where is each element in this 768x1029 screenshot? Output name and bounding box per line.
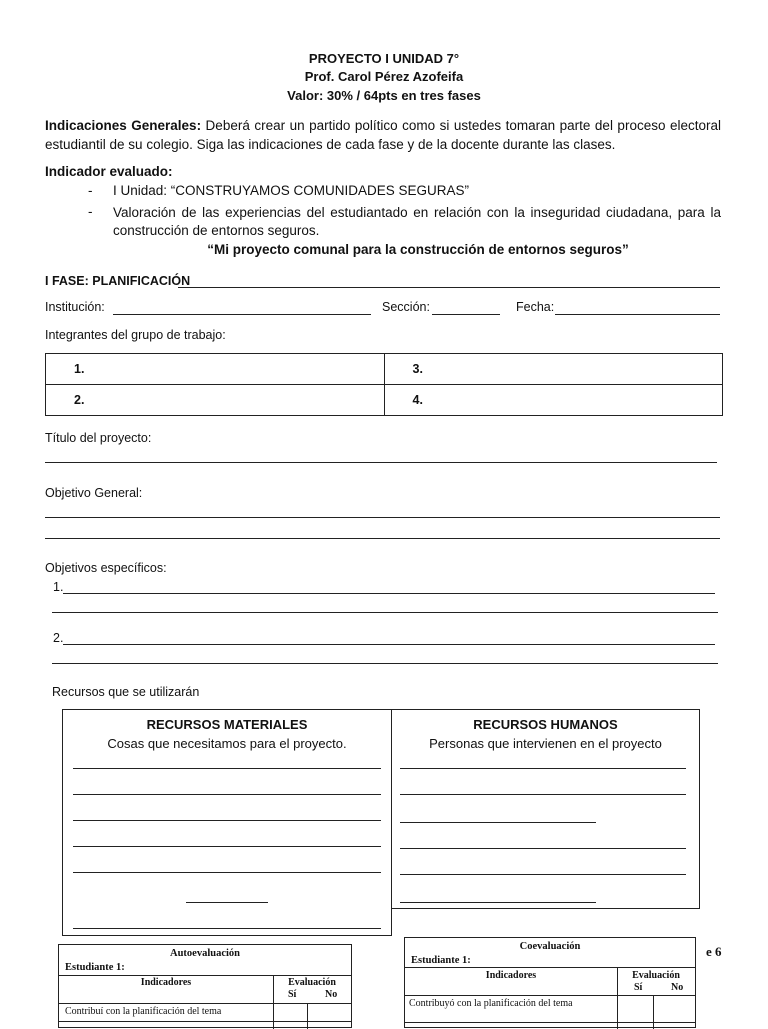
phase-title: I FASE: PLANIFICACIÓN — [45, 274, 191, 288]
indicator-label: Indicador evaluado: — [45, 164, 173, 179]
materials-line[interactable] — [73, 768, 381, 769]
co-evaluation-yes: Sí — [634, 982, 643, 993]
objective-1-label: 1. — [53, 580, 64, 594]
member-cell-4[interactable]: 4. — [384, 385, 723, 416]
table-rule — [59, 1021, 351, 1022]
institution-label: Institución: — [45, 300, 105, 314]
self-evaluation-indicators-header: Indicadores — [140, 977, 192, 988]
table-rule — [405, 967, 695, 968]
general-objective-line-1[interactable] — [45, 517, 720, 518]
institution-field[interactable] — [113, 314, 371, 315]
table-rule — [405, 995, 695, 996]
co-evaluation-title: Coevaluación — [519, 941, 581, 952]
specific-objectives-label: Objetivos específicos: — [45, 561, 167, 575]
resources-label: Recursos que se utilizarán — [52, 685, 200, 699]
human-resources-line[interactable] — [400, 848, 686, 849]
materials-box — [62, 709, 392, 936]
materials-line[interactable] — [186, 902, 268, 903]
materials-title: RECURSOS MATERIALES — [146, 717, 308, 732]
human-resources-line[interactable] — [400, 822, 596, 823]
table-rule — [617, 967, 618, 1029]
co-evaluation-yes-checkbox[interactable] — [625, 1000, 637, 1012]
self-evaluation-student: Estudiante 1: — [65, 962, 125, 973]
member-cell-2[interactable]: 2. — [46, 385, 385, 416]
co-evaluation-student: Estudiante 1: — [411, 955, 471, 966]
self-evaluation-no: No — [325, 989, 338, 1000]
members-table — [45, 353, 723, 416]
project-title-label: Título del proyecto: — [45, 431, 152, 445]
co-evaluation-row-1: Contribuyó con la planificación del tema — [409, 998, 573, 1009]
human-resources-line[interactable] — [400, 794, 686, 795]
section-field[interactable] — [432, 314, 500, 315]
self-evaluation-title: Autoevaluación — [169, 948, 240, 959]
project-value: Valor: 30% / 64pts en tres fases — [287, 88, 481, 103]
self-evaluation-yes: Sí — [288, 989, 297, 1000]
self-evaluation-yes-checkbox[interactable] — [278, 1007, 290, 1019]
materials-subtitle: Cosas que necesitamos para el proyecto. — [107, 736, 347, 751]
objective-2-label: 2. — [53, 631, 64, 645]
materials-line[interactable] — [73, 872, 381, 873]
project-quote: “Mi proyecto comunal para la construcción de entornos seguros” — [207, 242, 629, 257]
date-label: Fecha: — [516, 300, 555, 314]
project-title: PROYECTO I UNIDAD 7° — [308, 51, 460, 66]
self-evaluation-eval-header: Evaluación — [288, 977, 336, 988]
co-evaluation-table — [404, 937, 696, 1028]
table-rule — [59, 975, 351, 976]
general-objective-line-2[interactable] — [45, 538, 720, 539]
self-evaluation-row-1: Contribuí con la planificación del tema — [65, 1006, 222, 1017]
self-evaluation-no-checkbox[interactable] — [319, 1007, 331, 1019]
human-resources-title: RECURSOS HUMANOS — [473, 717, 618, 732]
page-number-fragment: e 6 — [706, 944, 722, 959]
co-evaluation-eval-header: Evaluación — [632, 970, 680, 981]
indicator-item-2: Valoración de las experiencias del estudiantado en relación con la inseguridad ciudadana, para la construcción de entornos seguros. — [113, 205, 721, 238]
materials-line[interactable] — [73, 928, 381, 929]
teacher-name: Prof. Carol Pérez Azofeifa — [304, 69, 464, 84]
human-resources-box — [391, 709, 700, 909]
objective-1-line-1[interactable] — [63, 593, 715, 594]
objective-2-line-2[interactable] — [52, 663, 718, 664]
general-objective-label: Objetivo General: — [45, 486, 143, 500]
human-resources-line[interactable] — [400, 768, 686, 769]
bullet-dash: - — [88, 183, 93, 198]
general-indications-text: Deberá crear un partido político como si ustedes tomaran parte del proceso electoral estudiantil de su colegio. Siga las indicaciones de cada fase y de la docente durante las clases. — [45, 118, 721, 152]
human-resources-line[interactable] — [400, 874, 686, 875]
indicator-item-1: I Unidad: “CONSTRUYAMOS COMUNIDADES SEGURAS” — [113, 183, 470, 198]
materials-line[interactable] — [73, 794, 381, 795]
co-evaluation-no: No — [671, 982, 684, 993]
human-resources-line[interactable] — [400, 902, 596, 903]
members-label: Integrantes del grupo de trabajo: — [45, 328, 226, 342]
date-field[interactable] — [555, 314, 720, 315]
phase-underline — [178, 287, 720, 288]
co-evaluation-no-checkbox[interactable] — [665, 1000, 677, 1012]
general-indications — [45, 116, 721, 154]
general-indications-label: Indicaciones Generales: — [45, 118, 202, 133]
member-cell-1[interactable]: 1. — [46, 354, 385, 385]
bullet-dash: - — [88, 204, 93, 219]
table-rule — [405, 1022, 695, 1023]
section-label: Sección: — [382, 300, 430, 314]
objective-1-line-2[interactable] — [52, 612, 718, 613]
member-cell-3[interactable]: 3. — [384, 354, 723, 385]
materials-line[interactable] — [73, 820, 381, 821]
co-evaluation-indicators-header: Indicadores — [485, 970, 537, 981]
table-rule — [307, 1003, 308, 1029]
human-resources-subtitle: Personas que intervienen en el proyecto — [429, 736, 662, 751]
objective-2-line-1[interactable] — [63, 644, 715, 645]
self-evaluation-table — [58, 944, 352, 1028]
project-title-field[interactable] — [45, 462, 717, 463]
materials-line[interactable] — [73, 846, 381, 847]
